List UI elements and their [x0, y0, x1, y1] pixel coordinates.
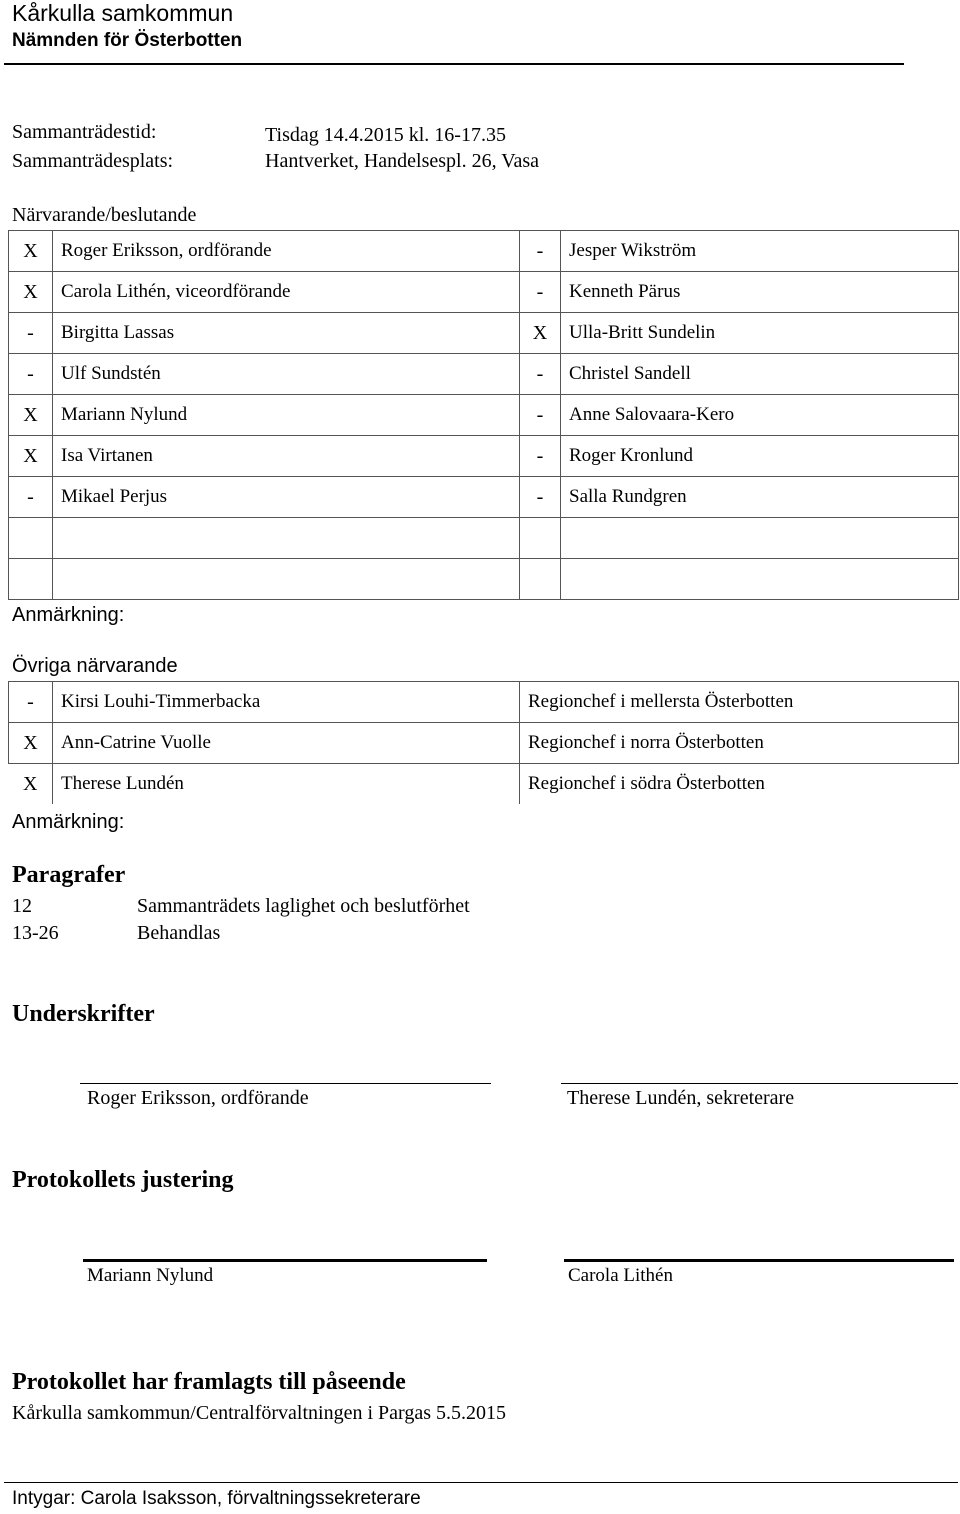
- attendance-name: Mariann Nylund: [53, 395, 520, 436]
- attendance-name: Kenneth Pärus: [561, 272, 959, 313]
- attendance-mark: [9, 559, 53, 600]
- others-role: Regionchef i mellersta Österbotten: [520, 682, 959, 723]
- attestation: Intygar: Carola Isaksson, förvaltningssekreterare: [12, 1488, 421, 1509]
- attendance-row-empty: [9, 559, 959, 600]
- attendance-mark: -: [520, 395, 561, 436]
- paragraph-text: Behandlas: [137, 922, 221, 944]
- others-role: Regionchef i norra Österbotten: [520, 723, 959, 764]
- signature-line-left: [80, 1083, 491, 1084]
- attendance-name: Carola Lithén, viceordförande: [53, 272, 520, 313]
- department-name: Nämnden för Österbotten: [12, 30, 243, 51]
- attendance-name: Salla Rundgren: [561, 477, 959, 518]
- attendance-row-empty: [9, 518, 959, 559]
- others-name: Ann-Catrine Vuolle: [53, 723, 520, 764]
- others-row: [9, 682, 959, 723]
- adjuster-line-left: [83, 1259, 487, 1262]
- attendance-name: [53, 559, 520, 600]
- attendance-mark: -: [520, 436, 561, 477]
- attendance-mark: X: [520, 313, 561, 354]
- attendance-name: [53, 518, 520, 559]
- attendance-name: Ulf Sundstén: [53, 354, 520, 395]
- others-remark-label: Anmärkning:: [12, 811, 125, 833]
- meeting-place-value: Hantverket, Handelsespl. 26, Vasa: [265, 150, 540, 172]
- attendance-name: Mikael Perjus: [53, 477, 520, 518]
- meeting-time-value: Tisdag 14.4.2015 kl. 16-17.35: [265, 124, 506, 146]
- meeting-place-label: Sammanträdesplats:: [12, 150, 174, 172]
- attendance-mark: X: [9, 395, 53, 436]
- signature-name-secretary: Therese Lundén, sekreterare: [567, 1087, 795, 1109]
- attendance-row: [9, 395, 959, 436]
- paragraph-text: Sammanträdets laglighet och beslutförhet: [137, 895, 470, 917]
- attendance-name: Anne Salovaara-Kero: [561, 395, 959, 436]
- others-row: [9, 723, 959, 764]
- paragraph-number: 12: [12, 895, 32, 917]
- attendance-row: [9, 272, 959, 313]
- attendance-mark: -: [520, 272, 561, 313]
- attendance-mark: -: [9, 354, 53, 395]
- meeting-time-label: Sammanträdestid:: [12, 121, 157, 143]
- attendance-title: Närvarande/beslutande: [12, 204, 197, 226]
- attendance-name: Isa Virtanen: [53, 436, 520, 477]
- others-table: [8, 681, 959, 804]
- attendance-mark: X: [9, 272, 53, 313]
- others-row: [9, 764, 959, 805]
- attendance-mark: -: [520, 477, 561, 518]
- attendance-mark: [9, 518, 53, 559]
- attendance-mark: X: [9, 231, 53, 272]
- publication-text: Kårkulla samkommun/Centralförvaltningen i Pargas 5.5.2015: [12, 1402, 506, 1424]
- paragraphs-title: Paragrafer: [12, 862, 126, 888]
- attendance-row: [9, 231, 959, 272]
- others-mark: X: [9, 723, 53, 764]
- others-mark: -: [9, 682, 53, 723]
- signature-name-chair: Roger Eriksson, ordförande: [87, 1087, 309, 1109]
- attendance-mark: -: [9, 313, 53, 354]
- attendance-mark: -: [9, 477, 53, 518]
- attendance-row: [9, 313, 959, 354]
- attendance-remark-label: Anmärkning:: [12, 604, 125, 626]
- attendance-name: Jesper Wikström: [561, 231, 959, 272]
- footer-divider: [4, 1482, 958, 1483]
- signature-line-right: [561, 1083, 958, 1084]
- adjuster-name-right: Carola Lithén: [568, 1265, 673, 1286]
- paragraph-number: 13-26: [12, 922, 59, 944]
- others-title: Övriga närvarande: [12, 655, 178, 677]
- adjuster-name-left: Mariann Nylund: [87, 1265, 214, 1286]
- attendance-mark: -: [520, 354, 561, 395]
- others-role: Regionchef i södra Österbotten: [520, 764, 959, 805]
- organization-name: Kårkulla samkommun: [12, 0, 234, 26]
- attendance-mark: X: [9, 436, 53, 477]
- attendance-name: [561, 559, 959, 600]
- attendance-name: Roger Kronlund: [561, 436, 959, 477]
- attendance-mark: -: [520, 231, 561, 272]
- attendance-row: [9, 477, 959, 518]
- others-name: Therese Lundén: [53, 764, 520, 805]
- attendance-mark: [520, 559, 561, 600]
- attendance-row: [9, 354, 959, 395]
- others-mark: X: [23, 772, 38, 795]
- attendance-mark: [520, 518, 561, 559]
- attendance-name: Christel Sandell: [561, 354, 959, 395]
- attendance-name: Roger Eriksson, ordförande: [53, 231, 520, 272]
- signatures-title: Underskrifter: [12, 1001, 155, 1027]
- adjuster-line-right: [564, 1259, 954, 1262]
- attendance-name: Birgitta Lassas: [53, 313, 520, 354]
- header-divider: [4, 63, 904, 65]
- publication-title: Protokollet har framlagts till påseende: [12, 1369, 406, 1395]
- attendance-name: [561, 518, 959, 559]
- adjustment-title: Protokollets justering: [12, 1167, 234, 1193]
- attendance-name: Ulla-Britt Sundelin: [561, 313, 959, 354]
- others-name: Kirsi Louhi-Timmerbacka: [53, 682, 520, 723]
- attendance-row: [9, 436, 959, 477]
- attendance-table: [8, 230, 959, 600]
